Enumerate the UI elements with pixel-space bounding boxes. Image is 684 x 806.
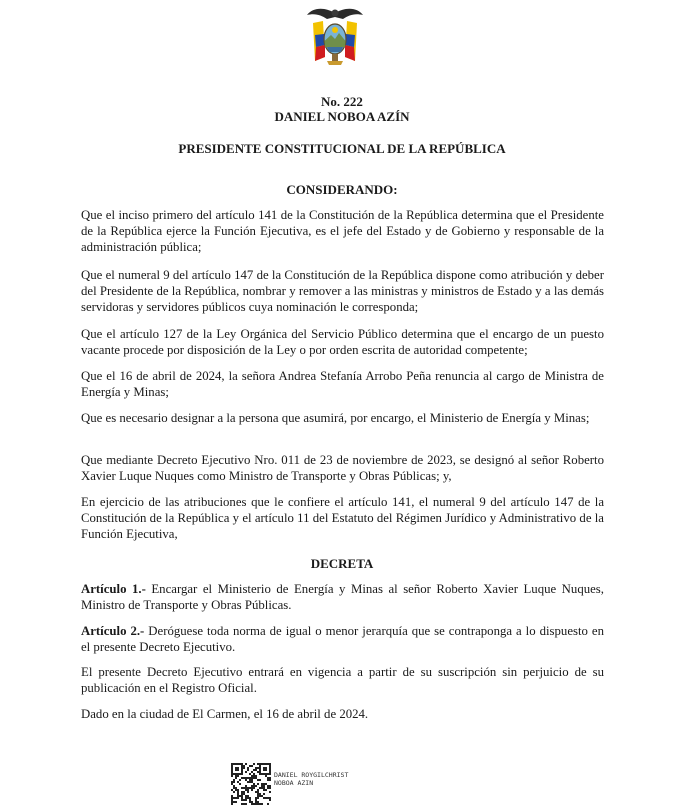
signature-text (274, 771, 348, 787)
decreta-heading: DECRETA (310, 556, 374, 571)
office-title: PRESIDENTE CONSTITUCIONAL DE LA REPÚBLICA (178, 141, 506, 156)
article-1 (81, 581, 604, 613)
dado-paragraph: Dado en la ciudad de El Carmen, el 16 de abril de 2024. (81, 707, 369, 721)
decree-number: No. 222 (321, 94, 363, 109)
vigencia-paragraph: El presente Decreto Ejecutivo entrará en vigencia a partir de su suscripción sin perjuicio de su publicación en el Registro Oficial. (81, 665, 604, 696)
article-1-text: Encargar el Ministerio de Energía y Minas al señor Roberto Xavier Luque Nuques, Ministro de Transporte y Obras Públicas. (81, 582, 604, 613)
considerando-heading: CONSIDERANDO: (286, 182, 398, 197)
article-2-label: Artículo 2.- (81, 624, 145, 638)
considerando-paragraph: Que es necesario designar a la persona que asumirá, por encargo, el Ministerio de Energía y Minas; (81, 411, 590, 425)
qr-code-icon (231, 763, 271, 806)
article-2 (81, 623, 604, 655)
ecuador-coat-of-arms-icon (305, 5, 365, 67)
signature-line-2: NOBOA AZIN (274, 779, 314, 787)
electronic-signature (231, 763, 451, 806)
considerando-paragraph: En ejercicio de las atribuciones que le confiere el artículo 141, el numeral 9 del artículo 147 de la Constitución de la República y el artículo 11 del Estatuto del Régimen Jurídico y Administrativo de la Función Ejecutiva, (81, 495, 604, 542)
article-1-label: Artículo 1.- (81, 582, 146, 596)
considerando-paragraph: Que el artículo 127 de la Ley Orgánica del Servicio Público determina que el encargo de un puesto vacante procede por disposición de la Ley o por orden escrita de autoridad competente; (81, 327, 604, 358)
president-name: DANIEL NOBOA AZÍN (274, 109, 410, 124)
considerando-paragraph: Que el inciso primero del artículo 141 de la Constitución de la República determina que el Presidente de la República ejerce la Función Ejecutiva, es el jefe del Estado y de Gobierno y responsable de la administración pública; (81, 208, 604, 255)
signature-line-1: DANIEL ROYGILCHRIST (274, 771, 349, 779)
considerando-paragraph: Que el numeral 9 del artículo 147 de la Constitución de la República dispone como atribución y deber del Presidente de la República, nombrar y remover a las ministras y ministros de Estado y a las demás servidoras y servidores públicos cuya nominación le corresponda; (81, 268, 604, 315)
article-2-text: Deróguese toda norma de igual o menor jerarquía que se contraponga a lo dispuesto en el presente Decreto Ejecutivo. (81, 624, 604, 655)
considerando-paragraph: Que el 16 de abril de 2024, la señora Andrea Stefanía Arrobo Peña renuncia al cargo de Ministra de Energía y Minas; (81, 369, 604, 400)
considerando-paragraph: Que mediante Decreto Ejecutivo Nro. 011 de 23 de noviembre de 2023, se designó al señor Roberto Xavier Luque Nuques como Ministro de Transporte y Obras Públicas; y, (81, 453, 604, 484)
